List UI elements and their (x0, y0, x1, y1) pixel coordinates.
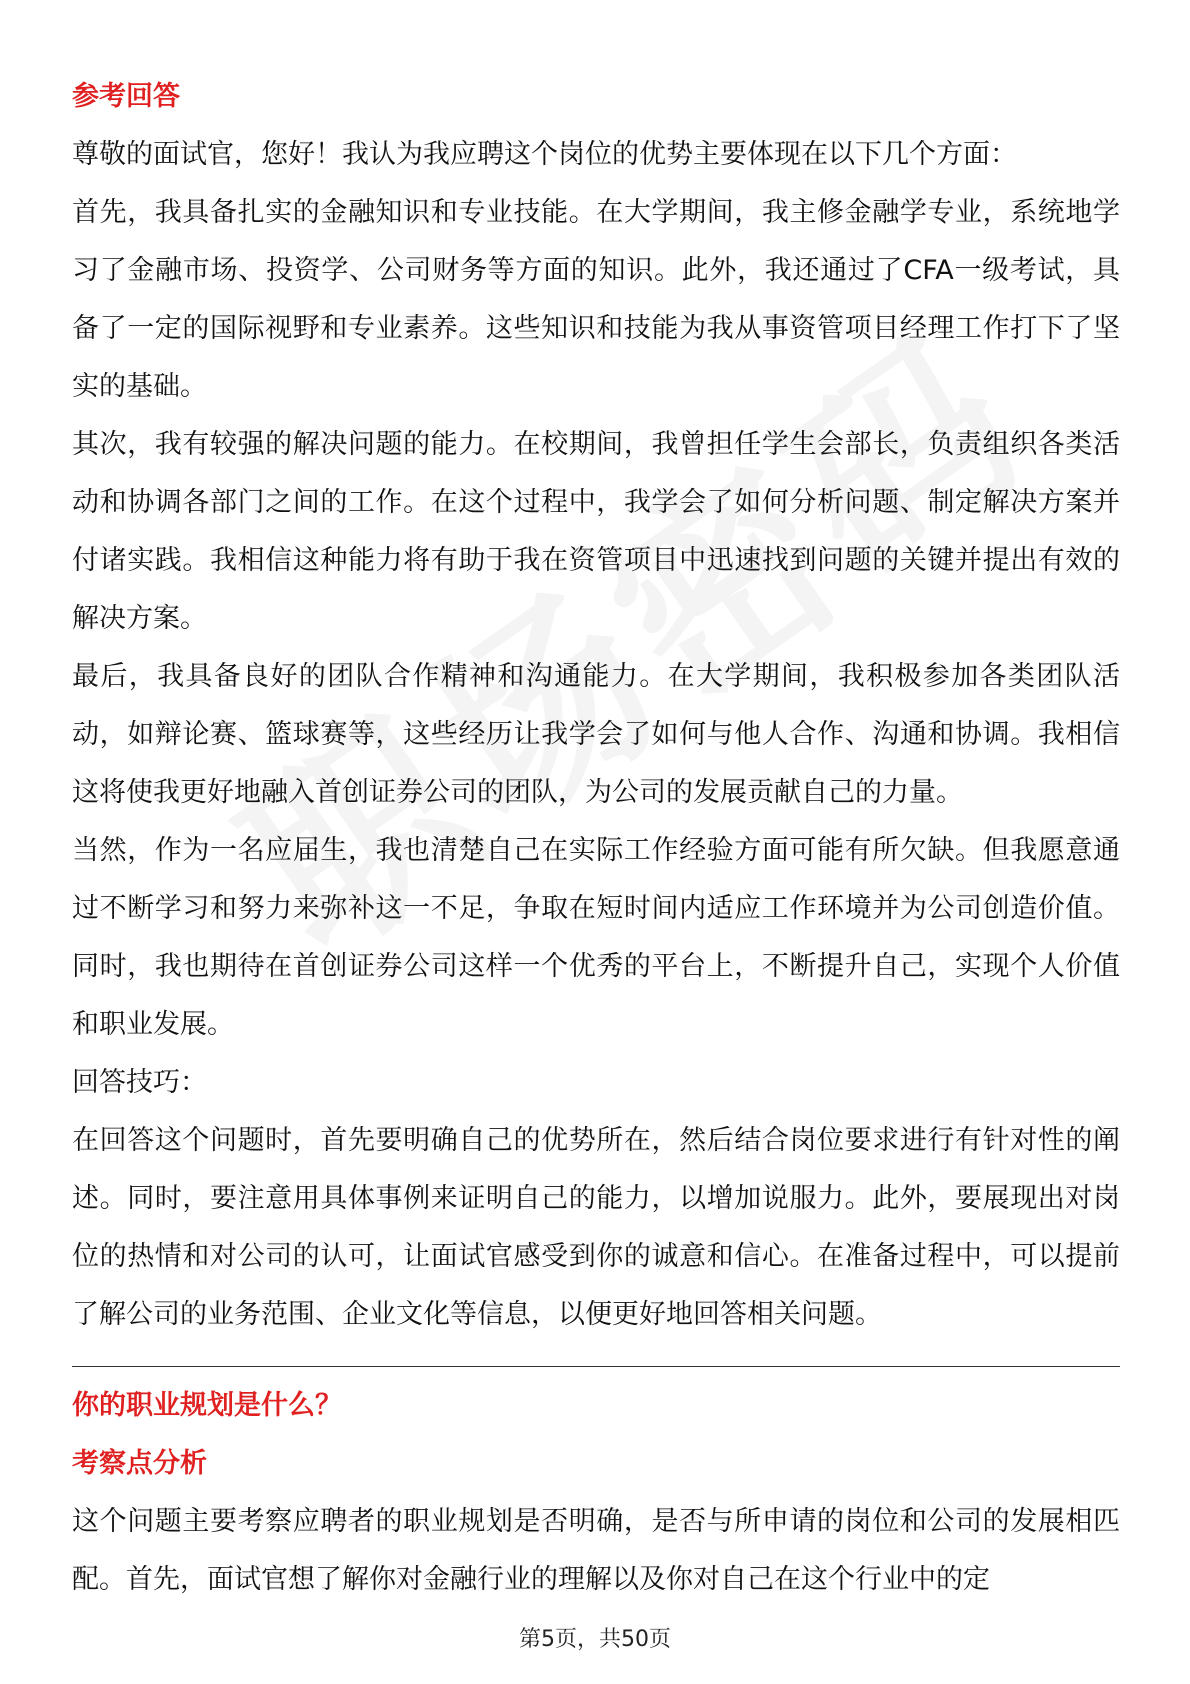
answer-heading: 参考回答 (72, 81, 180, 112)
page-number: 第5页，共50页 (519, 1627, 671, 1652)
tips-text: 在回答这个问题时，首先要明确自己的优势所在，然后结合岗位要求进行有针对性的阐述。同时，要注意用具体事例来证明自己的能力，以增加说服力。此外，要展现出对岗位的热情和对公司的认可，让面试官感受到你的诚意和信心。在准备过程中，可以提前了解公司的业务范围、企业文化等信息，以便更好地回答相关问题。 (72, 1125, 1120, 1330)
answer-paragraph: 首先，我具备扎实的金融知识和专业技能。在大学期间，我主修金融学专业，系统地学习了金融市场、投资学、公司财务等方面的知识。此外，我还通过了CFA一级考试，具备了一定的国际视野和专业素养。这些知识和技能为我从事资管项目经理工作打下了坚实的基础。 (72, 197, 1120, 402)
answer-paragraph: 当然，作为一名应届生，我也清楚自己在实际工作经验方面可能有所欠缺。但我愿意通过不断学习和努力来弥补这一不足，争取在短时间内适应工作环境并为公司创造价值。同时，我也期待在首创证券公司这样一个优秀的平台上，不断提升自己，实现个人价值和职业发展。 (72, 835, 1120, 1040)
answer-paragraph: 其次，我有较强的解决问题的能力。在校期间，我曾担任学生会部长，负责组织各类活动和协调各部门之间的工作。在这个过程中，我学会了如何分析问题、制定解决方案并付诸实践。我相信这种能力将有助于我在资管项目中迅速找到问题的关键并提出有效的解决方案。 (72, 429, 1120, 634)
answer-paragraph: 尊敬的面试官，您好！我认为我应聘这个岗位的优势主要体现在以下几个方面： (72, 139, 1017, 170)
section-divider (72, 1366, 1120, 1367)
question-heading: 你的职业规划是什么？ (72, 1390, 342, 1421)
answer-paragraph: 最后，我具备良好的团队合作精神和沟通能力。在大学期间，我积极参加各类团队活动，如辩论赛、篮球赛等，这些经历让我学会了如何与他人合作、沟通和协调。我相信这将使我更好地融入首创证券公司的团队，为公司的发展贡献自己的力量。 (72, 661, 1120, 808)
analysis-text: 这个问题主要考察应聘者的职业规划是否明确，是否与所申请的岗位和公司的发展相匹配。首先，面试官想了解你对金融行业的理解以及你对自己在这个行业中的定 (72, 1506, 1120, 1595)
tips-label: 回答技巧： (72, 1067, 207, 1098)
analysis-heading: 考察点分析 (72, 1448, 207, 1479)
document-body (72, 68, 1120, 1609)
